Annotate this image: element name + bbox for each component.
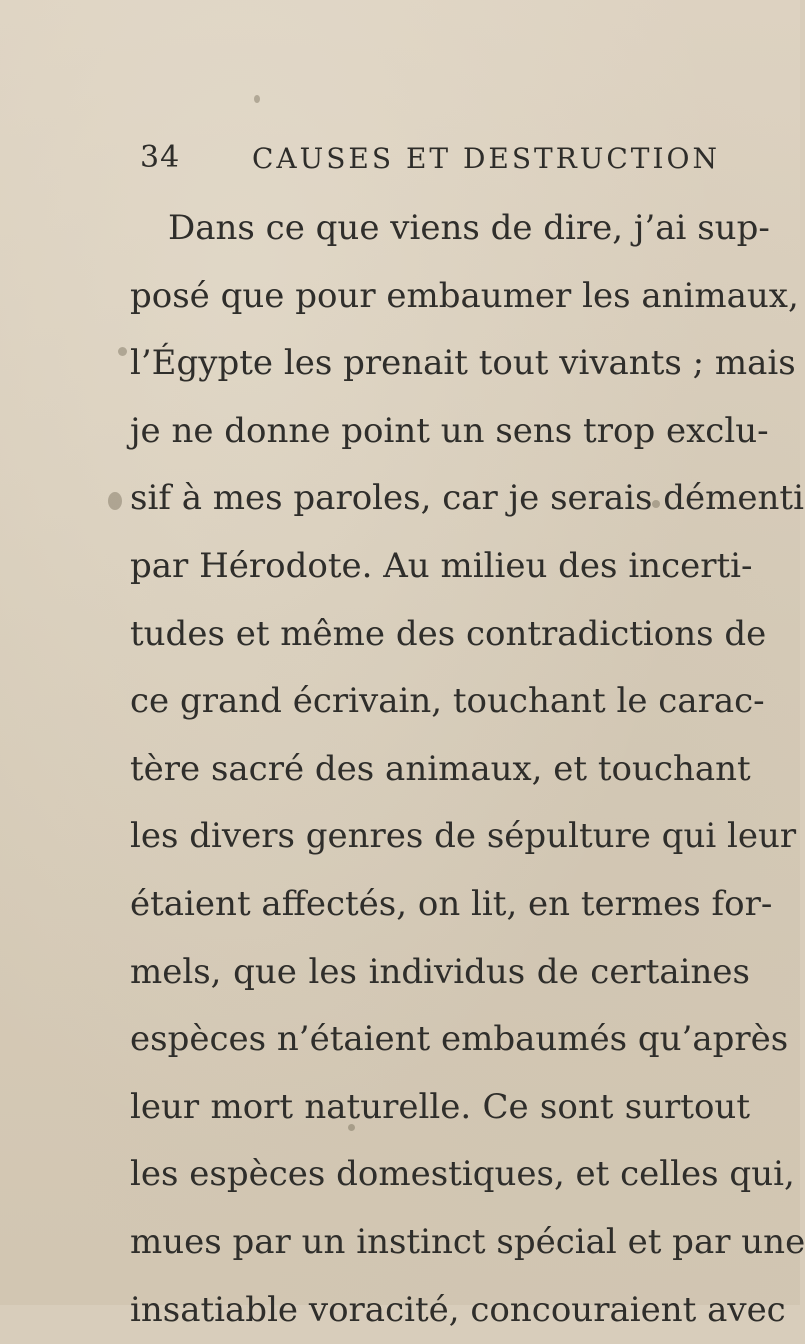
text-line: ce grand écrivain, touchant le carac-: [130, 668, 750, 736]
text-line: mels, que les individus de certaines: [130, 939, 750, 1007]
text-line: leur mort naturelle. Ce sont surtout: [130, 1074, 750, 1142]
text-line: tère sacré des animaux, et touchant: [130, 736, 750, 804]
page-number: 34: [140, 140, 180, 175]
text-line: sif à mes paroles, car je serais démenti: [130, 465, 750, 533]
text-line: je ne donne point un sens trop exclu-: [130, 398, 750, 466]
paper-speck: [254, 95, 260, 103]
running-title: CAUSES ET DESTRUCTION: [252, 142, 720, 175]
text-line: mues par un instinct spécial et par une: [130, 1209, 750, 1277]
text-line: les divers genres de sépulture qui leur: [130, 803, 750, 871]
text-line: par Hérodote. Au milieu des incerti-: [130, 533, 750, 601]
text-line: les espèces domestiques, et celles qui,: [130, 1141, 750, 1209]
text-line: posé que pour embaumer les animaux,: [130, 263, 750, 331]
paper-speck: [118, 347, 127, 356]
text-line: espèces n’étaient embaumés qu’après: [130, 1006, 750, 1074]
text-line: l’Égypte les prenait tout vivants ; mais: [130, 330, 750, 398]
text-line: tudes et même des contradictions de: [130, 601, 750, 669]
paper-speck: [108, 492, 122, 510]
text-line: Dans ce que viens de dire, j’ai sup-: [130, 195, 750, 263]
body-text: [130, 195, 750, 1344]
text-line: insatiable voracité, concouraient avec: [130, 1277, 750, 1344]
page-header: [140, 140, 780, 190]
text-line: étaient affectés, on lit, en termes for-: [130, 871, 750, 939]
